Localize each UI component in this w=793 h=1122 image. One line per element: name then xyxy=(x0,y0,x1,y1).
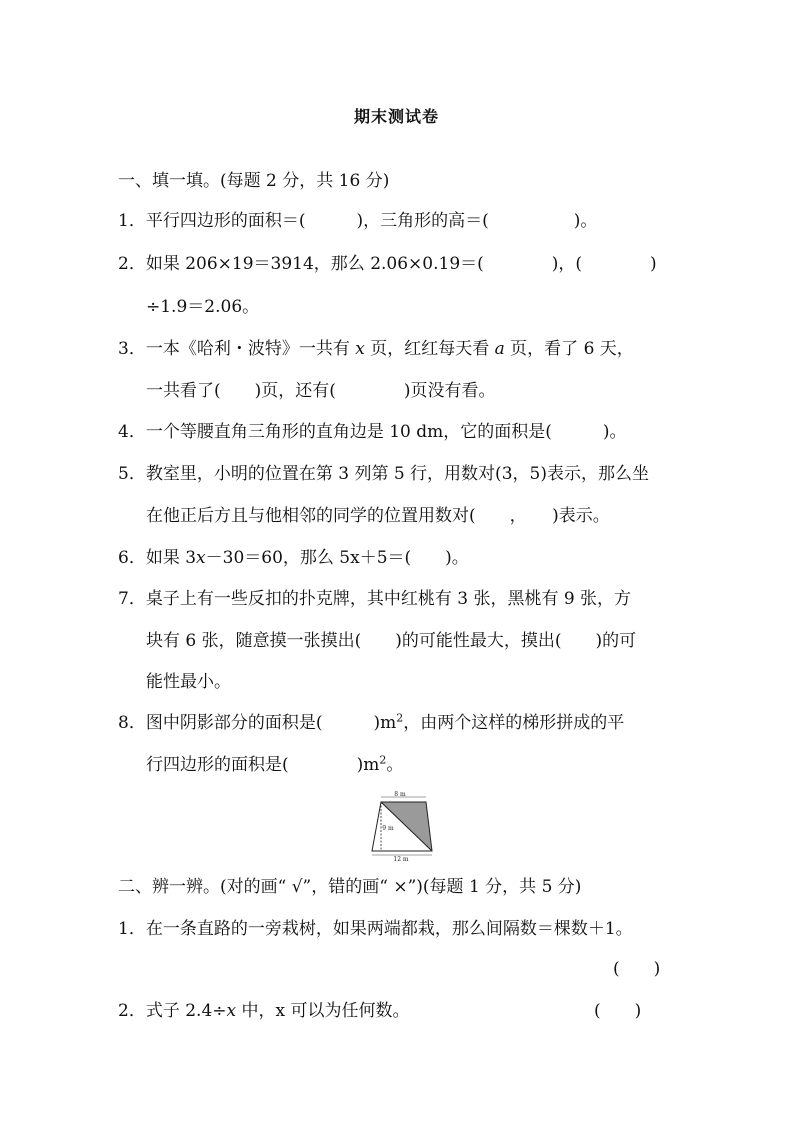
q6-var-x: x xyxy=(196,548,206,568)
question-2-2 xyxy=(118,1000,410,1022)
question-1-6 xyxy=(118,547,469,569)
q3-var-x: x xyxy=(355,339,365,359)
q8-text-b: ，由两个这样的梯形拼成的平 xyxy=(403,713,625,733)
q2-2-text-b: 中，x 可以为任何数。 xyxy=(236,1001,410,1021)
q3-text-c: 页，看了 6 天， xyxy=(504,339,634,359)
question-2-1: 1．在一条直路的一旁栽树，如果两端都栽，那么间隔数＝棵数＋1。 xyxy=(118,919,633,939)
q3-text-a: 3．一本《哈利・波特》一共有 xyxy=(118,339,356,359)
bottom-length-label: 12 m xyxy=(393,856,409,862)
q6-text-a: 6．如果 3 xyxy=(118,548,197,568)
height-label: 9 m xyxy=(382,825,394,832)
answer-paren-2-2[interactable]: ( ) xyxy=(594,1001,642,1021)
question-1-5-line1: 5．教室里，小明的位置在第 3 列第 5 行，用数对(3，5)表示，那么坐 xyxy=(118,464,649,484)
question-1-1: 1．平行四边形的面积＝( )，三角形的高＝( )。 xyxy=(118,211,598,231)
trapezoid-figure xyxy=(360,788,442,862)
q2-2-text-a: 2．式子 2.4÷ xyxy=(118,1001,227,1021)
q8-text-d: 。 xyxy=(386,755,404,775)
q6-text-b: －30＝60，那么 5x＋5＝( )。 xyxy=(205,548,469,568)
question-1-8-line1 xyxy=(118,712,624,734)
question-1-7-line3: 能性最小。 xyxy=(146,672,231,692)
q8-unit-exponent-2: 2 xyxy=(379,753,387,767)
q8-text-c: 行四边形的面积是( )m xyxy=(146,755,380,775)
question-1-3-line2: 一共看了( )页，还有( )页没有看。 xyxy=(146,381,496,401)
q2-2-var-x: x xyxy=(226,1001,237,1021)
q8-unit-exponent: 2 xyxy=(396,711,404,725)
question-1-2-line1: 2．如果 206×19＝3914，那么 2.06×0.19＝( )，( ) xyxy=(118,254,657,274)
q8-text-a: 8．图中阴影部分的面积是( )m xyxy=(118,713,397,733)
question-1-4: 4．一个等腰直角三角形的直角边是 10 dm，它的面积是( )。 xyxy=(118,422,627,442)
section1-heading: 一、填一填。(每题 2 分，共 16 分) xyxy=(118,171,390,191)
q3-var-a: a xyxy=(494,339,505,359)
top-length-label: 8 m xyxy=(394,791,406,798)
question-1-8-line2 xyxy=(146,754,403,776)
page-title: 期末测试卷 xyxy=(353,107,439,126)
q3-text-b: 页，红红每天看 xyxy=(364,339,495,359)
section2-heading: 二、辨一辨。(对的画“ √”，错的画“ ×”)(每题 1 分，共 5 分) xyxy=(118,877,582,897)
question-1-7-line1: 7．桌子上有一些反扣的扑克牌，其中红桃有 3 张，黑桃有 9 张，方 xyxy=(118,589,632,609)
question-1-2-line2: ÷1.9＝2.06。 xyxy=(146,297,260,317)
answer-paren-2-1[interactable]: ( ) xyxy=(613,959,661,979)
question-1-7-line2: 块有 6 张，随意摸一张摸出( )的可能性最大，摸出( )的可 xyxy=(146,631,637,651)
question-1-5-line2: 在他正后方且与他相邻的同学的位置用数对( ， )表示。 xyxy=(146,506,610,526)
question-1-3-line1 xyxy=(118,338,634,360)
